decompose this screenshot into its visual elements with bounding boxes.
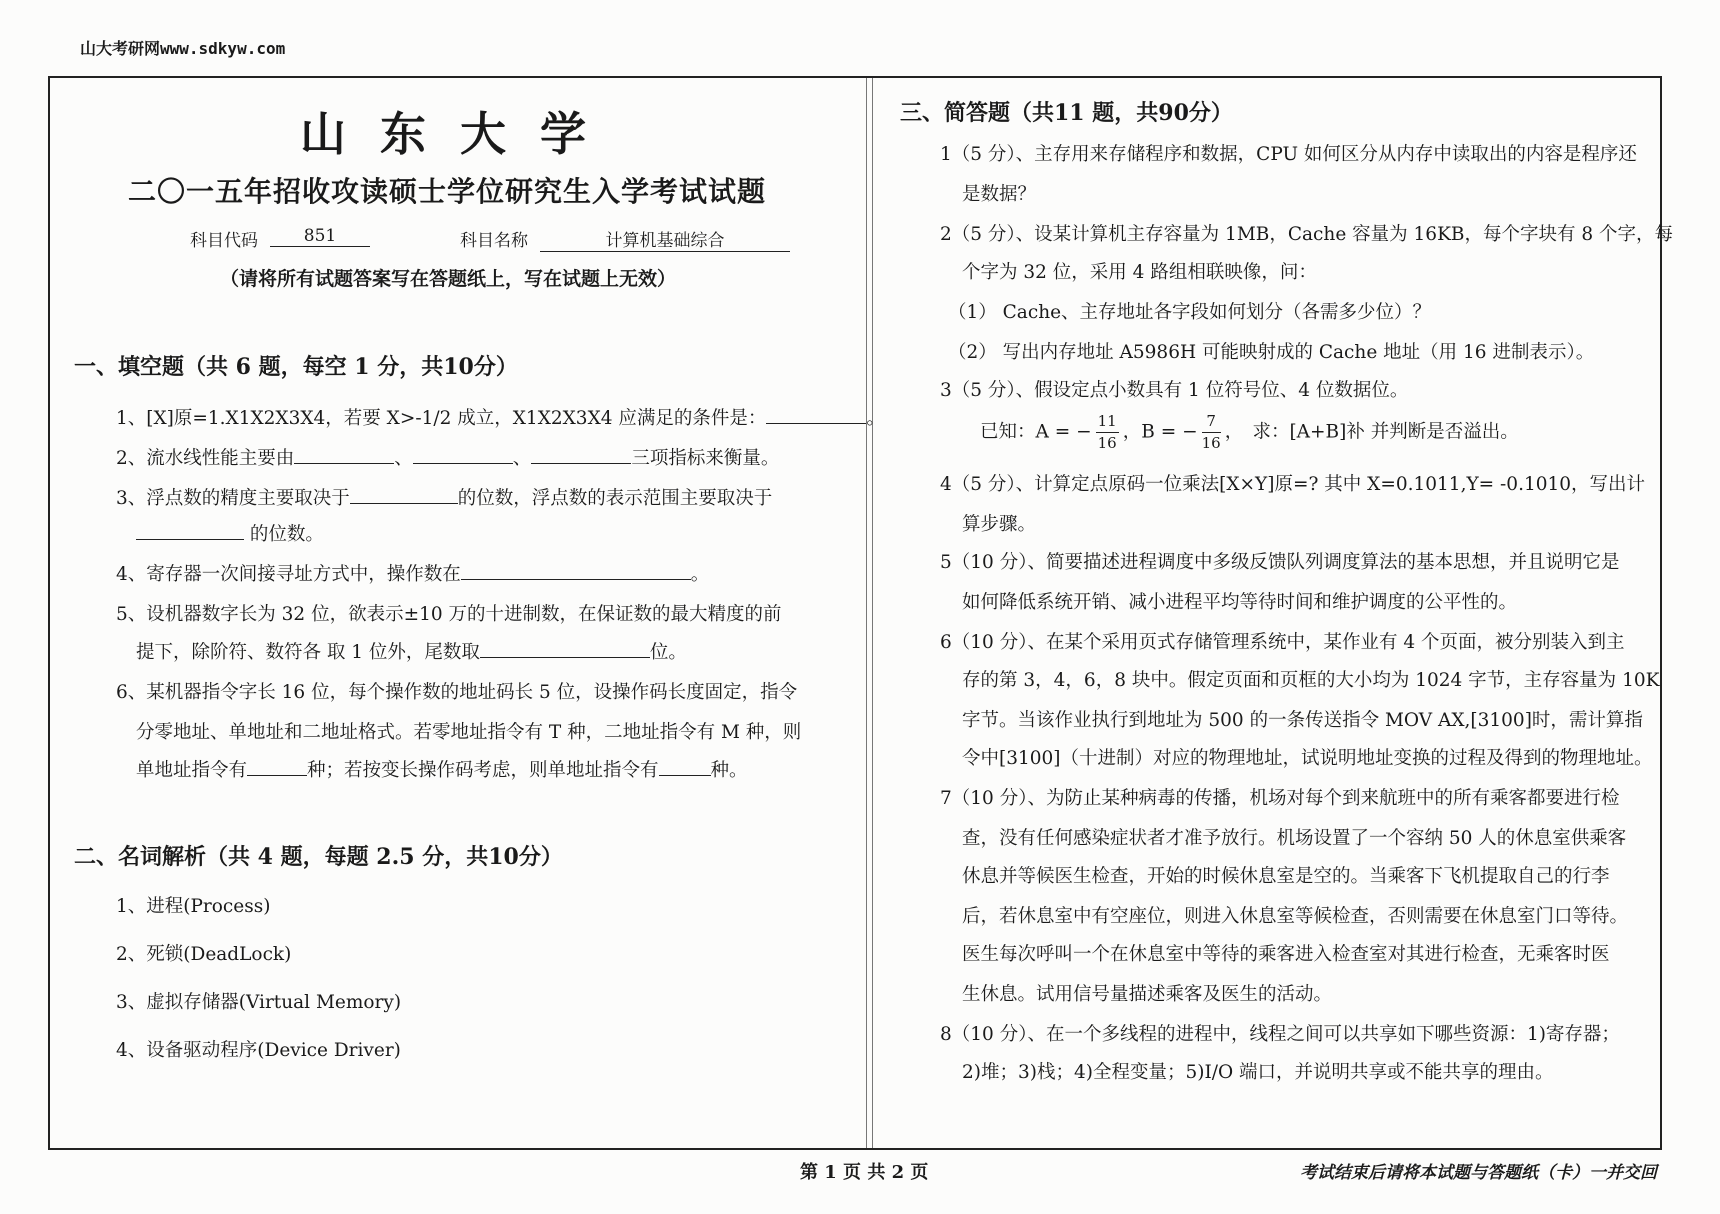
- short-q4: 4（5 分）、计算定点原码一位乘法[X×Y]原=? 其中 X=0.1011,Y= -0.1010，写出计: [940, 474, 1646, 495]
- short-q7-cont1: 查，没有任何感染症状者才准予放行。机场设置了一个容纳 50 人的休息室供乘客: [962, 828, 1627, 849]
- short-q3-ask: ， 求：[A+B]补 并判断是否溢出。: [1224, 421, 1519, 443]
- fill-q5-cont-text: 提下，除阶符、数符各 取 1 位外，尾数取: [136, 642, 480, 663]
- answer-blank: [247, 774, 307, 776]
- short-q2: 2（5 分）、设某计算机主存容量为 1MB，Cache 容量为 16KB，每个字块有 8 个字，每: [940, 224, 1674, 245]
- short-q6: 6（10 分）、在某个采用页式存储管理系统中，某作业有 4 个页面，被分别装入到主: [940, 632, 1625, 653]
- answer-blank: [461, 578, 691, 580]
- subject-name: 计算机基础综合: [540, 226, 790, 252]
- answer-blank: [659, 774, 711, 776]
- short-q5: 5（10 分）、简要描述进程调度中多级反馈队列调度算法的基本思想，并且说明它是: [940, 552, 1620, 573]
- subject-code: 851: [270, 226, 370, 247]
- short-q3-given: [980, 414, 1519, 451]
- short-q2-sub2: （2） 写出内存地址 A5986H 可能映射成的 Cache 地址（用 16 进制表示）。: [948, 342, 1595, 363]
- fill-q6-cont2-mid: 种；若按变长操作码考虑，则单地址指令有: [307, 760, 659, 781]
- fraction-b: [1202, 414, 1221, 451]
- term-4: 4、设备驱动程序(Device Driver): [116, 1040, 401, 1061]
- short-q7-cont4: 医生每次呼叫一个在休息室中等待的乘客进入检查室对其进行检查，无乘客时医: [962, 944, 1610, 965]
- exam-title: 二〇一五年招收攻读硕士学位研究生入学考试试题: [128, 175, 767, 208]
- term-1: 1、进程(Process): [116, 896, 271, 917]
- fill-q4-text: 4、寄存器一次间接寻址方式中，操作数在: [116, 564, 461, 585]
- fill-q6: 6、某机器指令字长 16 位，每个操作数的地址码长 5 位，设操作码长度固定，指令: [116, 682, 798, 703]
- section2-heading: 二、名词解析（共 4 题，每题 2.5 分，共10分）: [74, 844, 563, 870]
- fill-q1: 1、[X]原=1.X1X2X3X4，若要 X>-1/2 成立，X1X2X3X4 应满足的条件是： 。: [116, 408, 885, 429]
- fill-q3-mid: 的位数，浮点数的表示范围主要取决于: [457, 488, 773, 509]
- fill-q2: 2、流水线性能主要由 、 、 三项指标来衡量。: [116, 448, 780, 469]
- fill-q1-text: 1、[X]原=1.X1X2X3X4，若要 X>-1/2 成立，X1X2X3X4 应满足的条件是：: [116, 408, 767, 429]
- fill-q5: 5、设机器数字长为 32 位，欲表示±10 万的十进制数，在保证数的最大精度的前: [116, 604, 782, 625]
- short-q1-cont: 是数据？: [962, 184, 1037, 205]
- page-number: 第 1 页 共 2 页: [800, 1162, 929, 1183]
- short-q8-cont: 2)堆；3)栈；4)全程变量；5)I/O 端口，并说明共享或不能共享的理由。: [962, 1062, 1554, 1083]
- short-q3: 3（5 分）、假设定点小数具有 1 位符号位、4 位数据位。: [940, 380, 1409, 401]
- short-q7-cont2: 休息并等候医生检查，开始的时候休息室是空的。当乘客下飞机提取自己的行李: [962, 866, 1610, 887]
- answer-blank: [413, 462, 513, 464]
- frac-a-den: 16: [1097, 434, 1117, 452]
- bottom-rule: [48, 1148, 1662, 1150]
- short-q2-sub1: （1） Cache、主存地址各字段如何划分（各需多少位）？: [948, 302, 1432, 323]
- short-q6-cont2: 字节。当该作业执行到地址为 500 的一条传送指令 MOV AX,[3100]时，需计算指: [962, 710, 1643, 731]
- short-q6-cont3: 令中[3100]（十进制）对应的物理地址，试说明地址变换的过程及得到的物理地址。: [962, 748, 1653, 769]
- fill-q2-tail: 三项指标来衡量。: [631, 448, 780, 469]
- answer-blank: [766, 422, 866, 424]
- term-3: 3、虚拟存储器(Virtual Memory): [116, 992, 402, 1013]
- frac-a-sign: −: [1076, 421, 1092, 443]
- fill-q5-tail: 位。: [649, 642, 687, 663]
- university-name: 山东大学: [300, 107, 620, 161]
- fill-q4: 4、寄存器一次间接寻址方式中，操作数在 。: [116, 564, 710, 585]
- short-q5-cont: 如何降低系统开销、减小进程平均等待时间和维护调度的公平性的。: [962, 592, 1518, 613]
- subject-code-label: 科目代码: [190, 231, 258, 251]
- short-q8: 8（10 分）、在一个多线程的进程中，线程之间可以共享如下哪些资源：1)寄存器；: [940, 1024, 1620, 1045]
- answer-blank: [294, 462, 394, 464]
- answer-blank: [480, 656, 650, 658]
- short-q6-cont1: 存的第 3，4，6，8 块中。假定页面和页框的大小均为 1024 字节，主存容量为 10K: [962, 670, 1660, 691]
- frac-b-num: 7: [1202, 414, 1221, 433]
- exam-notice: （请将所有试题答案写在答题纸上，写在试题上无效）: [220, 268, 677, 290]
- fill-q6-cont2-text: 单地址指令有: [136, 760, 248, 781]
- fill-q5-cont: [136, 638, 687, 664]
- site-header: 山大考研网www.sdkyw.com: [80, 39, 286, 58]
- frac-b-den: 16: [1201, 434, 1221, 452]
- fill-q3-text: 3、浮点数的精度主要取决于: [116, 488, 350, 509]
- fill-q6-tail: 种。: [710, 760, 748, 781]
- fill-q6-cont1: 分零地址、单地址和二地址格式。若零地址指令有 T 种，二地址指令有 M 种，则: [136, 722, 802, 743]
- answer-blank: [350, 502, 458, 504]
- short-q7: 7（10 分）、为防止某种病毒的传播，机场对每个到来航班中的所有乘客都要进行检: [940, 788, 1620, 809]
- short-q7-cont5: 生休息。试用信号量描述乘客及医生的活动。: [962, 984, 1333, 1005]
- column-divider: [866, 78, 867, 1148]
- fill-q6-cont2: [136, 756, 748, 782]
- answer-blank: [531, 462, 631, 464]
- subject-name-label: 科目名称: [460, 231, 528, 251]
- short-q7-cont3: 后，若休息室中有空座位，则进入休息室等候检查，否则需要在休息室门口等待。: [962, 906, 1629, 927]
- section1-heading: 一、填空题（共 6 题，每空 1 分，共10分）: [74, 354, 518, 380]
- answer-blank: [136, 538, 244, 540]
- fraction-a: [1096, 414, 1119, 451]
- short-q2-cont: 个字为 32 位，采用 4 路组相联映像，问：: [962, 262, 1317, 283]
- given-b-label: ，B =: [1122, 421, 1183, 443]
- footer-note: 考试结束后请将本试题与答题纸（卡）一并交回: [1300, 1163, 1657, 1183]
- term-2: 2、死锁(DeadLock): [116, 944, 292, 965]
- short-q4-cont: 算步骤。: [962, 514, 1037, 535]
- frac-b-sign: −: [1182, 421, 1198, 443]
- fill-q2-text: 2、流水线性能主要由: [116, 448, 295, 469]
- fill-q3-tail: 的位数。: [249, 524, 324, 545]
- fill-q3: [116, 484, 772, 510]
- section3-heading: 三、简答题（共11 题，共90分）: [900, 100, 1233, 126]
- column-divider-inner: [872, 78, 873, 1148]
- fill-q3-cont: [136, 520, 324, 546]
- frac-a-num: 11: [1096, 414, 1119, 433]
- given-a-label: 已知：A =: [980, 421, 1077, 443]
- short-q1: 1（5 分）、主存用来存储程序和数据，CPU 如何区分从内存中读取出的内容是程序还: [940, 144, 1637, 165]
